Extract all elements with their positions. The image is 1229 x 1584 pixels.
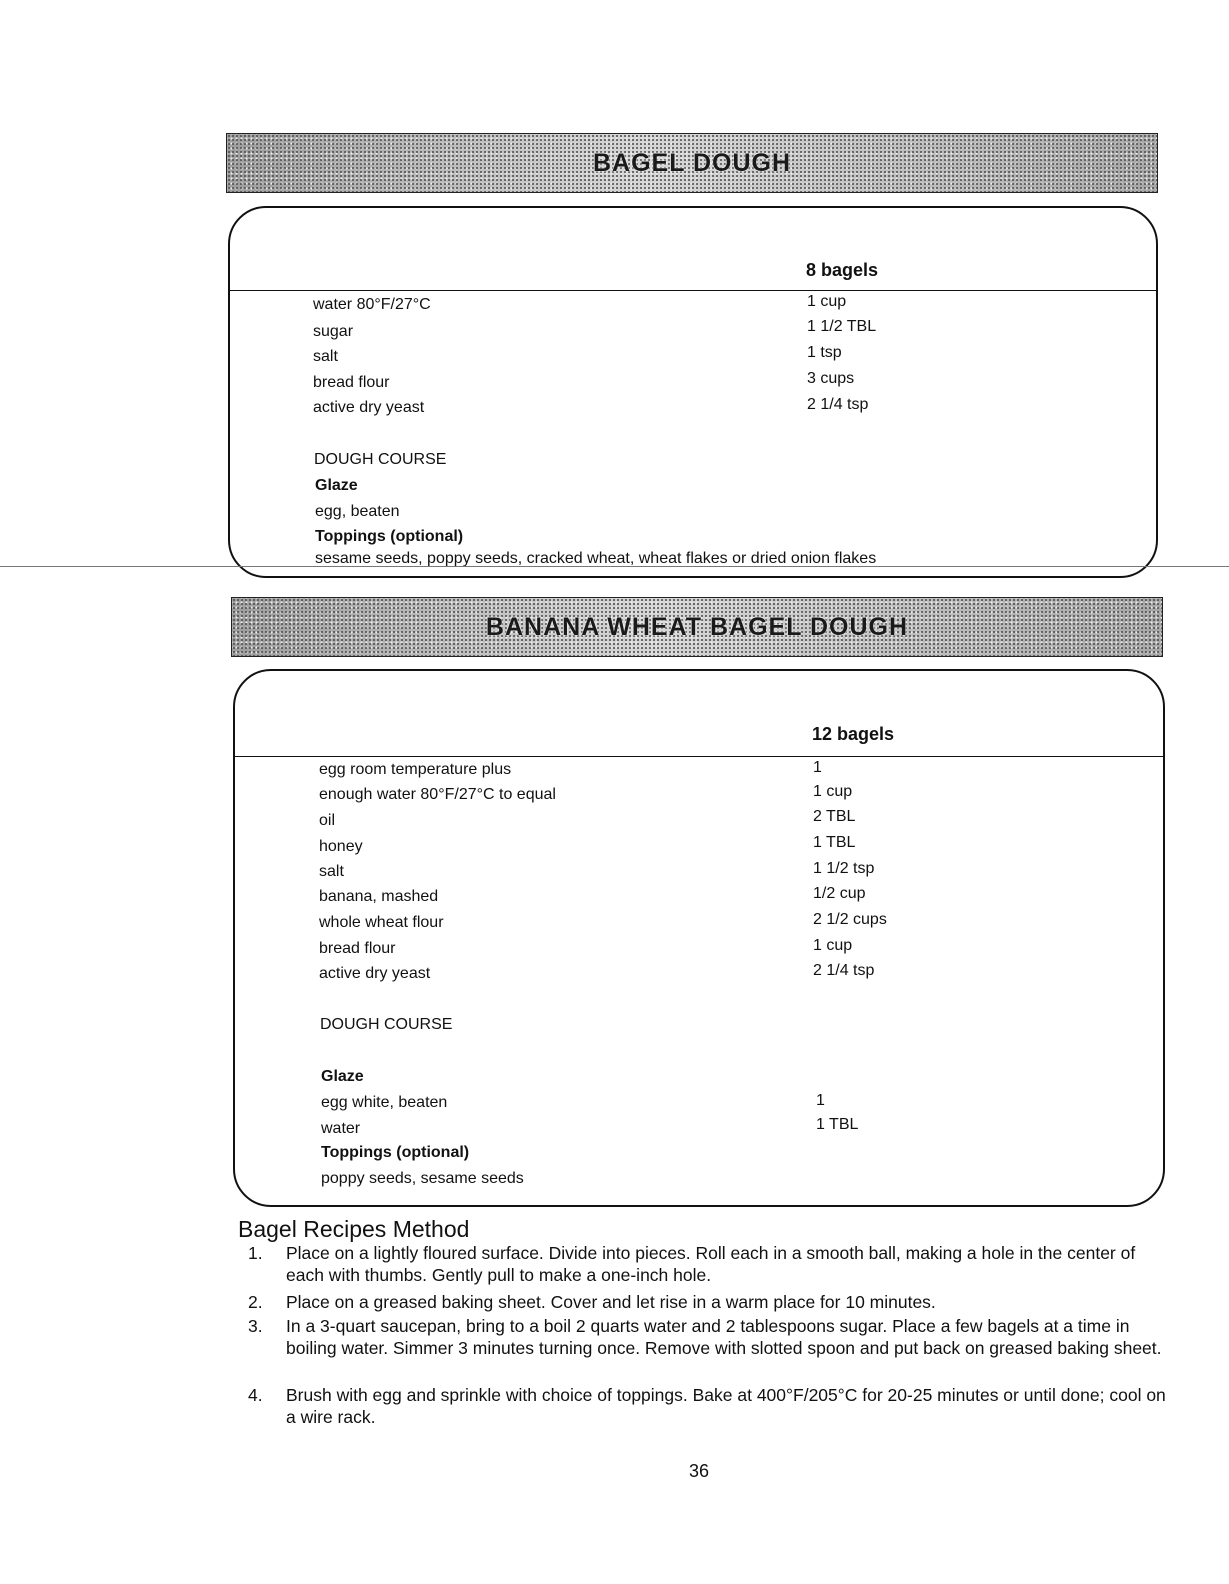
banana-title: BANANA WHEAT BAGEL DOUGH <box>485 612 909 641</box>
banana-toppings: poppy seeds, sesame seeds <box>321 1170 524 1187</box>
ingredient-name: honey <box>319 838 363 855</box>
step-number: 3. <box>248 1316 263 1336</box>
page-number: 36 <box>689 1461 710 1481</box>
ingredient-name: bread flour <box>319 940 396 957</box>
step-number: 4. <box>248 1385 263 1405</box>
ingredient-qty: 2 1/2 cups <box>813 911 887 928</box>
ingredient-name: whole wheat flour <box>319 914 444 931</box>
bagel-title: BAGEL DOUGH <box>592 148 792 177</box>
bagel-toppings: sesame seeds, poppy seeds, cracked wheat, wheat flakes or dried onion flakes <box>315 550 877 567</box>
bagel-title-banner <box>226 133 1158 193</box>
bagel-glaze-heading: Glaze <box>315 477 358 494</box>
method-title: Bagel Recipes Method <box>238 1216 470 1242</box>
ingredient-qty: 2 1/4 tsp <box>807 396 869 413</box>
banana-course: DOUGH COURSE <box>320 1016 453 1033</box>
ingredient-name: enough water 80°F/27°C to equal <box>319 786 556 803</box>
ingredient-name: sugar <box>313 323 354 340</box>
banana-toppings-heading: Toppings (optional) <box>321 1144 470 1161</box>
banana-glaze-heading: Glaze <box>321 1068 364 1085</box>
glaze-ingredient-name: water <box>321 1120 361 1137</box>
ingredient-qty: 1 tsp <box>807 344 842 361</box>
ingredient-qty: 1/2 cup <box>813 885 866 902</box>
ingredient-name: banana, mashed <box>319 888 439 905</box>
banana-header-rule <box>235 756 1163 757</box>
ingredient-qty: 1 cup <box>807 293 847 310</box>
ingredient-qty: 1 TBL <box>813 834 856 851</box>
glaze-ingredient-qty: 1 TBL <box>816 1116 859 1133</box>
scan-line <box>0 566 1229 567</box>
ingredient-qty: 3 cups <box>807 370 855 387</box>
ingredient-qty: 1 <box>813 759 822 776</box>
step-text: Place on a greased baking sheet. Cover and let rise in a warm place for 10 minutes. <box>286 1292 936 1312</box>
ingredient-name: active dry yeast <box>313 399 425 416</box>
step-number: 2. <box>248 1292 263 1312</box>
ingredient-qty: 1 1/2 tsp <box>813 860 875 877</box>
ingredient-name: bread flour <box>313 374 390 391</box>
bagel-glaze: egg, beaten <box>315 503 400 520</box>
step-text: In a 3-quart saucepan, bring to a boil 2 quarts water and 2 tablespoons sugar. Place a few bagels at a time in boiling water. Simmer 3 minutes turning once. Remove with slotted spoon and put back on greased baking sheet. <box>286 1316 1162 1358</box>
bagel-yield: 8 bagels <box>806 260 879 280</box>
banana-title-banner <box>231 597 1163 657</box>
ingredient-qty: 2 1/4 tsp <box>813 962 875 979</box>
bagel-header-rule <box>230 290 1156 291</box>
step-number: 1. <box>248 1243 263 1263</box>
ingredient-name: egg room temperature plus <box>319 761 512 778</box>
step-text: Brush with egg and sprinkle with choice of toppings. Bake at 400°F/205°C for 20-25 minutes or until done; cool on a wire rack. <box>286 1385 1166 1427</box>
ingredient-name: salt <box>319 863 344 880</box>
ingredient-qty: 2 TBL <box>813 808 856 825</box>
ingredient-qty: 1 1/2 TBL <box>807 318 877 335</box>
ingredient-qty: 1 cup <box>813 783 853 800</box>
bagel-course: DOUGH COURSE <box>314 451 447 468</box>
glaze-ingredient-qty: 1 <box>816 1092 825 1109</box>
ingredient-name: water 80°F/27°C <box>313 296 431 313</box>
step-text: Place on a lightly floured surface. Divide into pieces. Roll each in a smooth ball, making a hole in the center of each with thumbs. Gently pull to make a one-inch hole. <box>286 1243 1136 1285</box>
ingredient-qty: 1 cup <box>813 937 853 954</box>
ingredient-name: active dry yeast <box>319 965 431 982</box>
bagel-toppings-heading: Toppings (optional) <box>315 528 464 545</box>
ingredient-name: oil <box>319 812 336 829</box>
ingredient-name: salt <box>313 348 338 365</box>
banana-yield: 12 bagels <box>812 724 895 744</box>
glaze-ingredient-name: egg white, beaten <box>321 1094 448 1111</box>
banana-recipe-box <box>233 669 1165 1207</box>
